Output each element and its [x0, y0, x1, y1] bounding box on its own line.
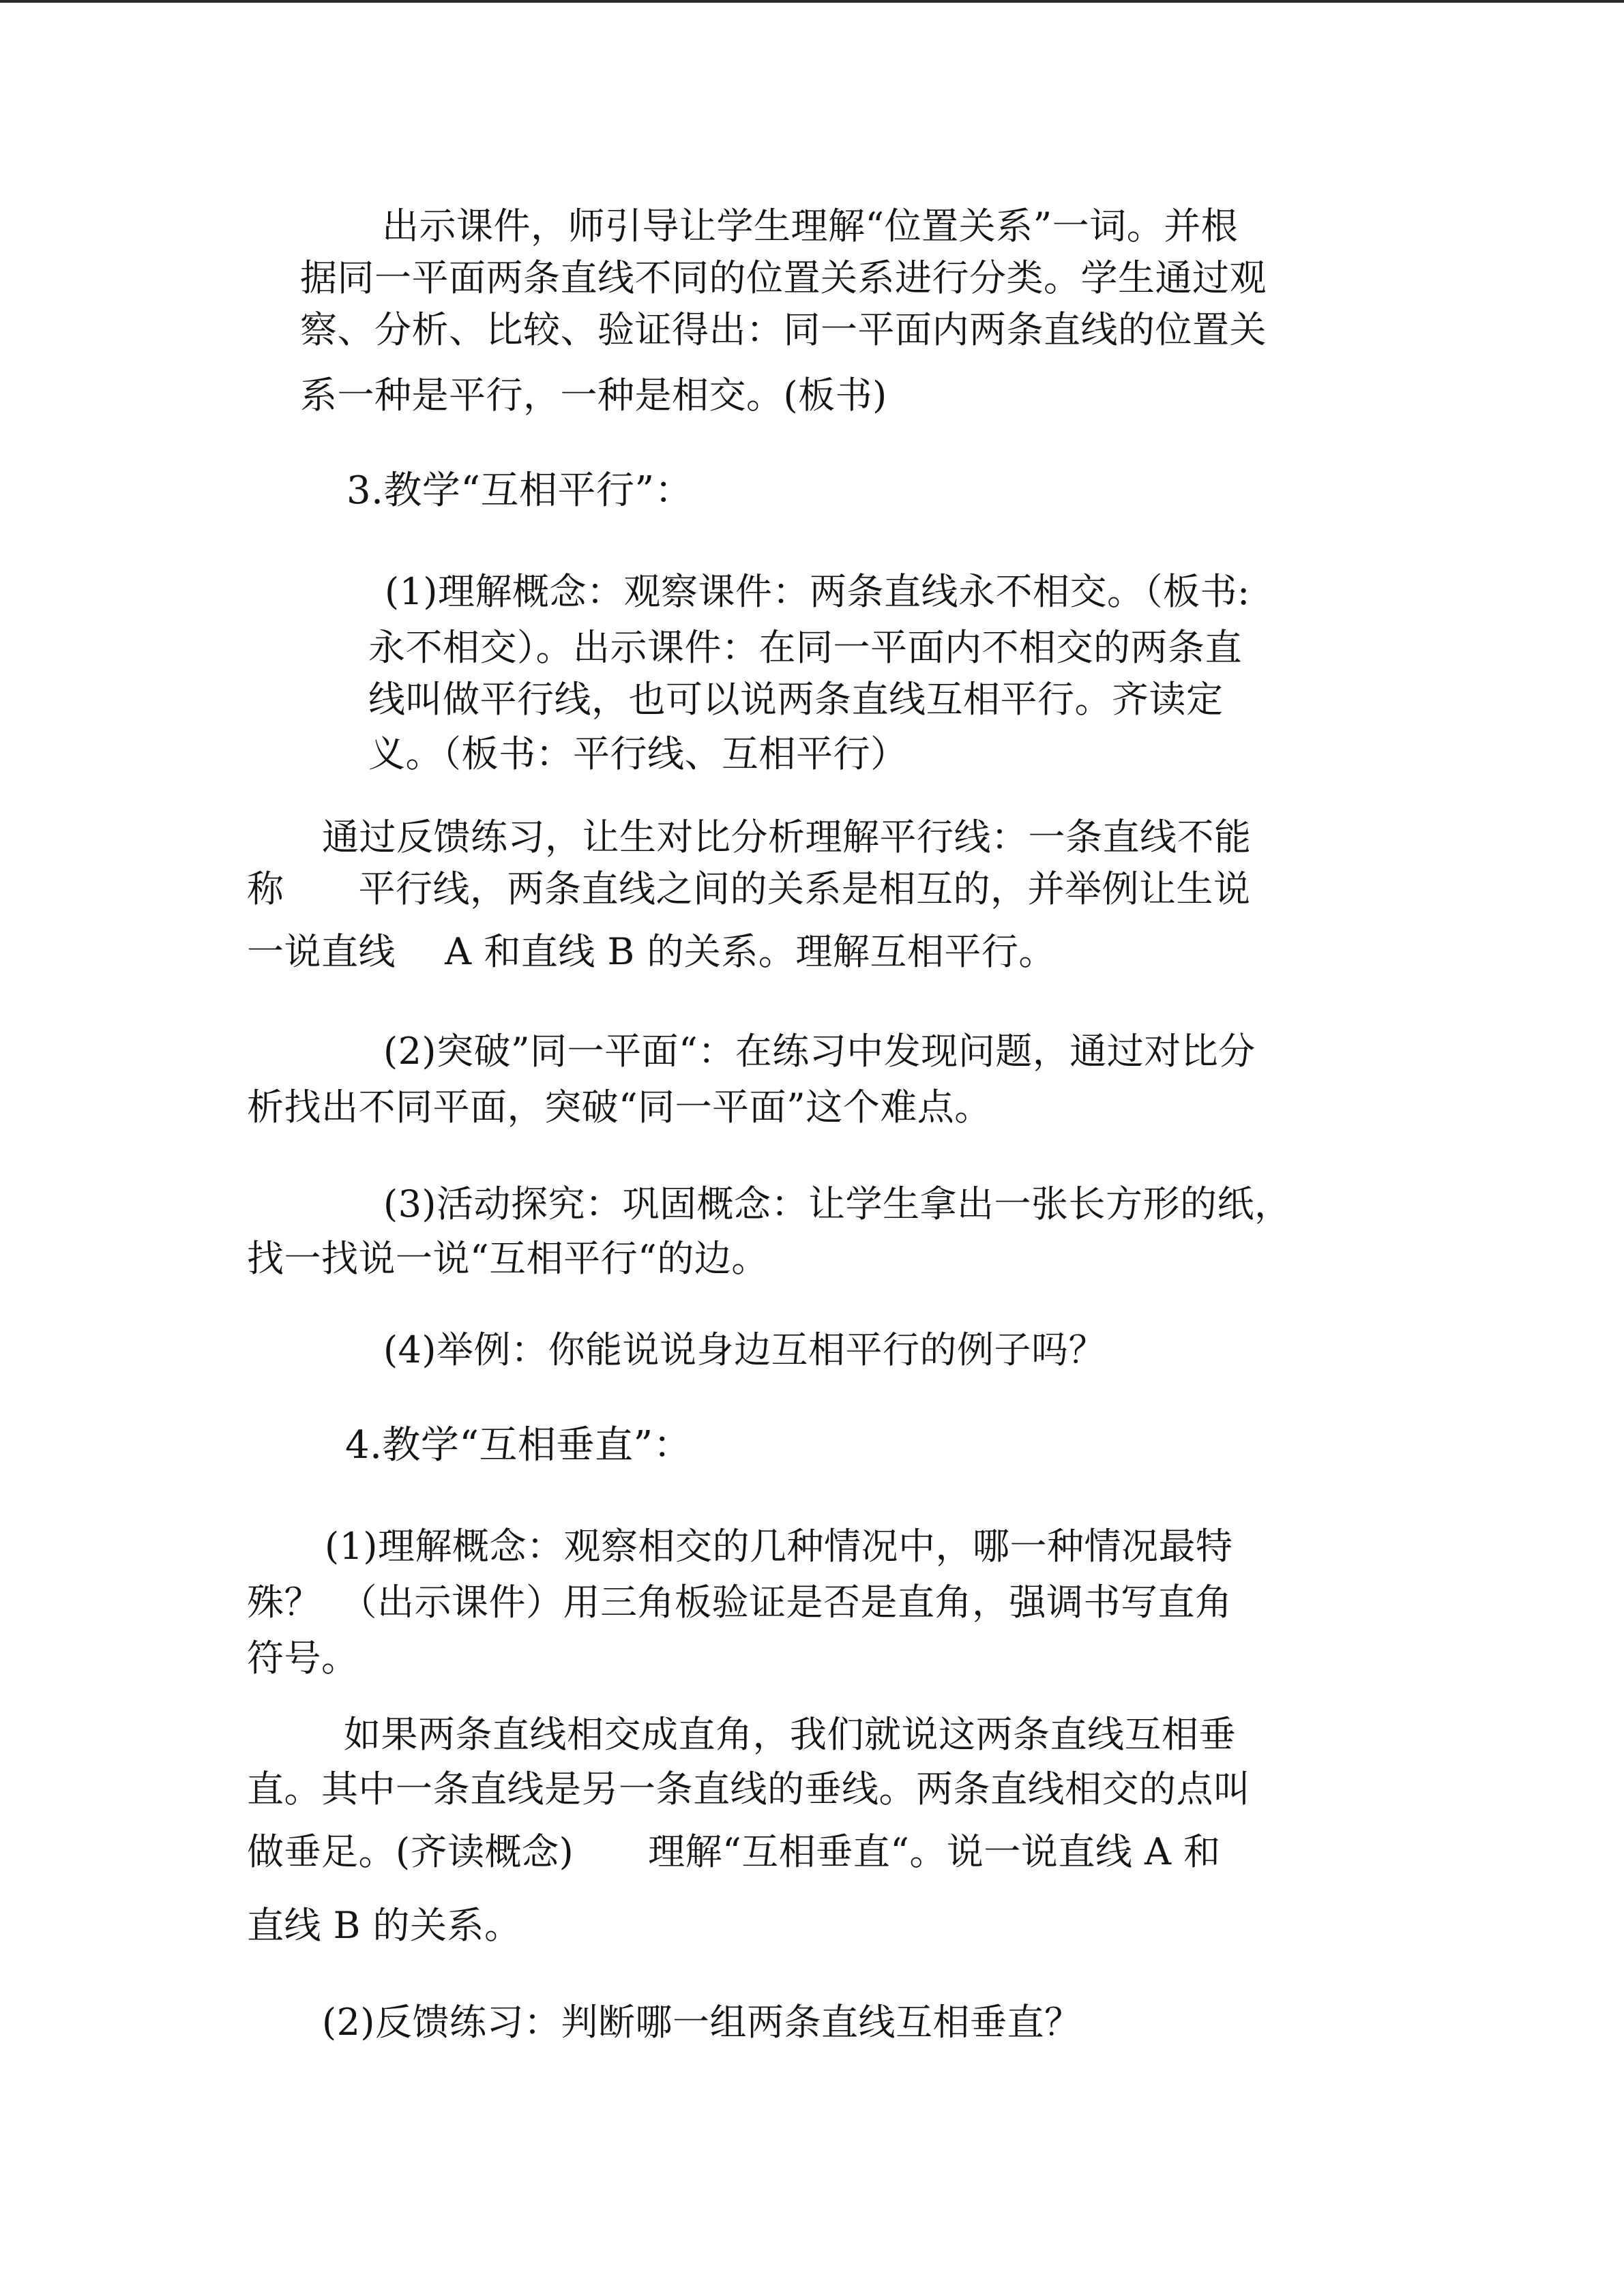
- s4-item1-line-3: 符号。: [247, 1637, 359, 1680]
- s4-definition-line-2: 直。其中一条直线是另一条直线的垂线。两条直线相交的点叫: [247, 1768, 1251, 1810]
- s3-item1-line-1: (1)理解概念：观察课件：两条直线永不相交。（板书:: [385, 570, 1250, 613]
- intro-line-1: 出示课件，师引导让学生理解“位置关系”一词。并根: [382, 205, 1239, 248]
- s4-definition-line-3: 做垂足。(齐读概念) 理解“互相垂直“。说一说直线 A 和: [247, 1830, 1221, 1873]
- intro-line-4: 系一种是平行，一种是相交。(板书): [300, 374, 887, 417]
- s3-item2-line-1: (2)突破”同一平面“：在练习中发现问题，通过对比分: [383, 1030, 1256, 1073]
- s3-item3-line-1: (3)活动探究：巩固概念：让学生拿出一张长方形的纸，: [383, 1182, 1292, 1225]
- intro-line-2: 据同一平面两条直线不同的位置关系进行分类。学生通过观: [300, 256, 1267, 299]
- s4-definition-line-4: 直线 B 的关系。: [247, 1904, 522, 1947]
- intro-line-3: 察、分析、比较、验证得出：同一平面内两条直线的位置关: [300, 308, 1267, 351]
- s4-item1-line-2: 殊？ （出示课件）用三角板验证是否是直角，强调书写直角: [247, 1581, 1232, 1624]
- s3-item1-line-3: 线叫做平行线，也可以说两条直线互相平行。齐读定: [368, 678, 1224, 721]
- s3-feedback-line-3: 一说直线 A 和直线 B 的关系。理解互相平行。: [247, 930, 1056, 973]
- s4-item1-line-1: (1)理解概念：观察相交的几种情况中，哪一种情况最特: [325, 1525, 1233, 1568]
- section-3-heading: 3.教学“互相平行”：: [346, 468, 694, 513]
- s3-item2-line-2: 析找出不同平面，突破“同一平面”这个难点。: [247, 1086, 992, 1129]
- s3-feedback-line-1: 通过反馈练习，让生对比分析理解平行线：一条直线不能: [322, 816, 1252, 859]
- s3-feedback-line-2: 称 平行线，两条直线之间的关系是相互的，并举例让生说: [247, 867, 1251, 910]
- s3-item3-line-2: 找一找说一说“互相平行“的边。: [247, 1237, 769, 1280]
- s3-item1-line-4: 义。（板书：平行线、互相平行）: [368, 732, 908, 775]
- s3-item1-line-2: 永不相交）。出示课件：在同一平面内不相交的两条直: [368, 626, 1242, 669]
- s4-definition-line-1: 如果两条直线相交成直角，我们就说这两条直线互相垂: [344, 1713, 1236, 1756]
- s4-item2-line-1: (2)反馈练习：判断哪一组两条直线互相垂直？: [322, 2001, 1082, 2044]
- s3-item4-line-1: (4)举例：你能说说身边互相平行的例子吗？: [383, 1328, 1106, 1371]
- section-4-heading: 4.教学“互相垂直”：: [345, 1423, 692, 1467]
- page-top-border: [0, 0, 1624, 3]
